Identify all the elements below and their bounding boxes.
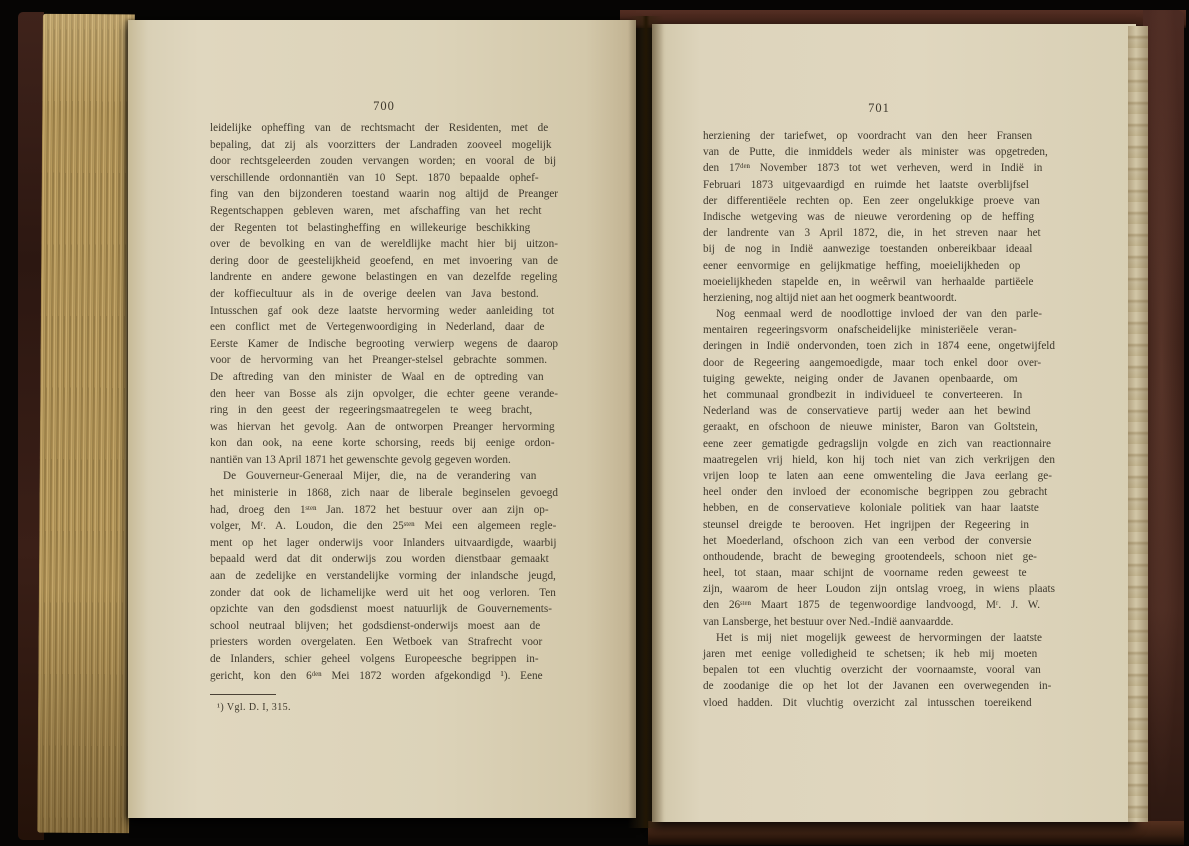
text-line: den heer van Bosse als zijn opvolger, die echter geene verande-: [210, 387, 558, 400]
text-line: bepalen tot een vluchtig overzicht der voornaamste, vooral van: [703, 664, 1041, 677]
book-fore-edge-pages: [37, 14, 135, 834]
text-line: een conflict met de Vertegenwoordiging in Nederland, daar de: [210, 321, 545, 334]
text-line: hebben, en de conservatieve koloniale politiek van haar laatste: [703, 502, 1039, 515]
text-line: Nog eenmaal werd de noodlottige invloed der van den parle-: [716, 308, 1043, 321]
page-edge-right: [1128, 26, 1148, 822]
text-line: zonder dat ook de lichamelijke werd uit het oog verloren. Ten: [210, 586, 556, 599]
text-line: der Regenten tot belastingheffing en willekeurige beschikking: [210, 221, 531, 234]
text-line: voor de hervorming van het Preanger-stelsel gebrachte sommen.: [210, 354, 548, 367]
text-line: Regentschappen gebleven waren, met afschaffing van het recht: [210, 204, 542, 217]
text-line: van Lansberge, het bestuur over Ned.-Indië aanvaardde.: [703, 615, 954, 628]
page-number-left: 700: [373, 99, 395, 113]
text-line: bepaald werd dat dit onderwijs zou worden dienstbaar gemaakt: [210, 553, 549, 566]
text-line: Eerste Kamer de Indische begrooting verwierp wegens de daarop: [210, 337, 559, 350]
text-line: der differentiëele rechten op. Een zeer ongelukkige proeve van: [703, 194, 1040, 207]
text-line: zijn, waarom de heer Loudon zijn ontslag vroeg, in wiens plaats: [703, 583, 1055, 596]
text-line: De Gouverneur-Generaal Mijer, die, na de verandering van: [223, 470, 537, 483]
text-line: steunsel dreigde te berooven. Het ingrijpen der Regeering in: [703, 518, 1029, 531]
text-line: heel, tot staan, maar schijnt de voorname reden geweest te: [703, 567, 1027, 580]
book-gutter-shadow: [628, 16, 664, 828]
text-line: dering door de geestelijkheid geoefend, en met invoering van de: [210, 254, 558, 267]
text-line: van de Putte, die inmiddels weder als minister was opgetreden,: [703, 146, 1048, 159]
text-line: den 26ˢᵗᵉⁿ Maart 1875 de tegenwoordige landvoogd, Mʳ. J. W.: [703, 599, 1041, 612]
text-line: moeielijkheden stapelde en, in weêrwil van herhaalde partiëele: [703, 275, 1034, 288]
text-line: geraakt, en ofschoon de nieuwe minister, Baron van Goltstein,: [703, 421, 1038, 434]
text-line: volger, Mʳ. A. Loudon, die den 25ˢᵗᵉⁿ Mei een algemeen regle-: [210, 520, 557, 533]
text-line: Het is mij niet mogelijk geweest de hervormingen der laatste: [716, 631, 1043, 644]
text-line: door de Regeering aangemoedigde, maar toch enkel door over-: [703, 356, 1042, 369]
text-line: heel onder den invloed der economische begrippen zou gebracht: [703, 486, 1048, 499]
book-cover-bottom-edge: [648, 821, 1184, 845]
text-line: kon dan ook, na eene korte schorsing, reeds bij eenige ordon-: [210, 437, 555, 450]
text-line: der koffiecultuur als in de overige deelen van Java bestond.: [210, 287, 539, 300]
text-line: den 17ᵈᵉⁿ November 1873 tot wet verheven, werd in Indië in: [703, 162, 1043, 175]
text-line: eener eenvormige en gelijkmatige heffing, moeielijkheden op: [703, 259, 1021, 272]
text-line: school neutraal blijven; het godsdienst-onderwijs moest aan de: [210, 619, 541, 632]
text-line: landrente en andere gewone belastingen en van dezelfde regeling: [210, 271, 558, 284]
text-line: was hiervan het gevolg. Aan de ontworpen Preanger hervorming: [210, 420, 555, 433]
text-line: eene zeer gematigde gedragslijn volgde en zich van reactionnaire: [703, 437, 1051, 450]
text-line: fing van den bijzonderen toestand waarin nog altijd de Preanger: [210, 188, 559, 201]
footnote-rule: [210, 694, 276, 695]
text-line: de Inlanders, schier geheel volgens Europeesche begrippen in-: [210, 653, 539, 665]
text-line: herziening der tariefwet, op voordracht van den heer Fransen: [703, 130, 1033, 142]
text-line: aan de zedelijke en verstandelijke vorming der inlandsche jeugd,: [210, 570, 556, 583]
text-line: De aftreding van den minister de Waal en de optreding van: [210, 370, 544, 383]
text-line: Intusschen gaf ook deze laatste hervorming weder aanleiding tot: [210, 304, 555, 317]
text-line: der landrente van 3 April 1872, die, in het streven naar het: [703, 227, 1041, 240]
text-line: gericht, kon den 6ᵈᵉⁿ Mei 1872 worden afgekondigd ¹). Eene: [210, 669, 543, 682]
text-line: het communaal grondbezit in individueel te converteeren. In: [703, 389, 1023, 401]
text-line: nantiën van 13 April 1871 het gewenschte gevolg gegeven worden.: [210, 453, 511, 466]
text-line: jaren met eenige volledigheid te schetsen; ik heb mij moeten: [703, 648, 1038, 660]
text-block-right: [703, 128, 1055, 711]
text-line: tuiging gewekte, neiging onder de Javanen openbaarde, om: [703, 372, 1018, 385]
text-line: Nederland was de conservatieve partij weder aan het bewind: [703, 405, 1031, 418]
text-line: het ministerie in 1868, zich naar de liberale beginselen gevoegd: [210, 487, 558, 500]
text-line: maatregelen vrij hield, kon hij toch niet van zich verkrijgen den: [703, 453, 1055, 466]
text-line: opzichte van den godsdienst moest natuurlijk de Gouvernements-: [210, 603, 552, 616]
text-line: verschillende ordonnantiën van 10 Sept. 1870 bepaalde ophef-: [210, 171, 539, 184]
text-block-left: [210, 120, 558, 684]
text-line: over de bevolking en van de wereldlijke macht hier bij uitzon-: [210, 238, 558, 251]
footnote-text: ¹) Vgl. D. I, 315.: [217, 702, 291, 713]
text-line: de zoodanige die op het lot der Javanen een overwegenden in-: [703, 680, 1052, 693]
text-line: Februari 1873 uitgevaardigd en ruimde het laatste overblijfsel: [703, 178, 1029, 191]
text-line: vloed hadden. Dit vluchtig overzicht zal intusschen toereikend: [703, 696, 1032, 709]
text-line: mentairen regeeringsvorm onafscheidelijke ministeriëele veran-: [703, 324, 1017, 337]
text-line: bepaling, dat zij als voorzitters der Landraden zooveel mogelijk: [210, 138, 552, 151]
page-number-right: 701: [868, 101, 890, 115]
text-line: vrijen loop te laten aan eene omwenteling die Java eerlang ge-: [703, 469, 1052, 482]
text-line: priesters worden overgelaten. Een Wetboek van Strafrecht voor: [210, 636, 543, 649]
text-line: ring in den geest der regeeringsmaatregelen te weeg bracht,: [210, 404, 533, 417]
text-line: herziening, nog altijd niet aan het oogmerk beantwoordt.: [703, 291, 957, 304]
text-line: had, droeg den 1ˢᵗᵉⁿ Jan. 1872 het bestuur over aan zijn op-: [210, 503, 549, 516]
text-line: ment op het lager onderwijs voor Inlanders uitvaardigde, waarbij: [210, 536, 557, 549]
text-line: door rechtsgeleerden zouden vervangen worden; en vooral de bij: [210, 155, 557, 168]
text-line: het Moederland, ofschoon zich van een verbod der conversie: [703, 534, 1032, 547]
text-line: bij de nog in Indië aanwezige toestanden onbereikbaar ideaal: [703, 243, 1033, 256]
book-cover-right: [1143, 10, 1184, 844]
text-line: leidelijke opheffing van de rechtsmacht der Residenten, met de: [210, 122, 549, 134]
text-line: deringen in Indië ondervonden, toen zich in 1874 eene, ongetwijfeld: [703, 340, 1055, 353]
text-line: Indische wetgeving was de nieuwe verordening op de heffing: [703, 210, 1035, 223]
text-line: onthoudende, bracht de beweging grootendeels, schoon niet ge-: [703, 550, 1037, 563]
